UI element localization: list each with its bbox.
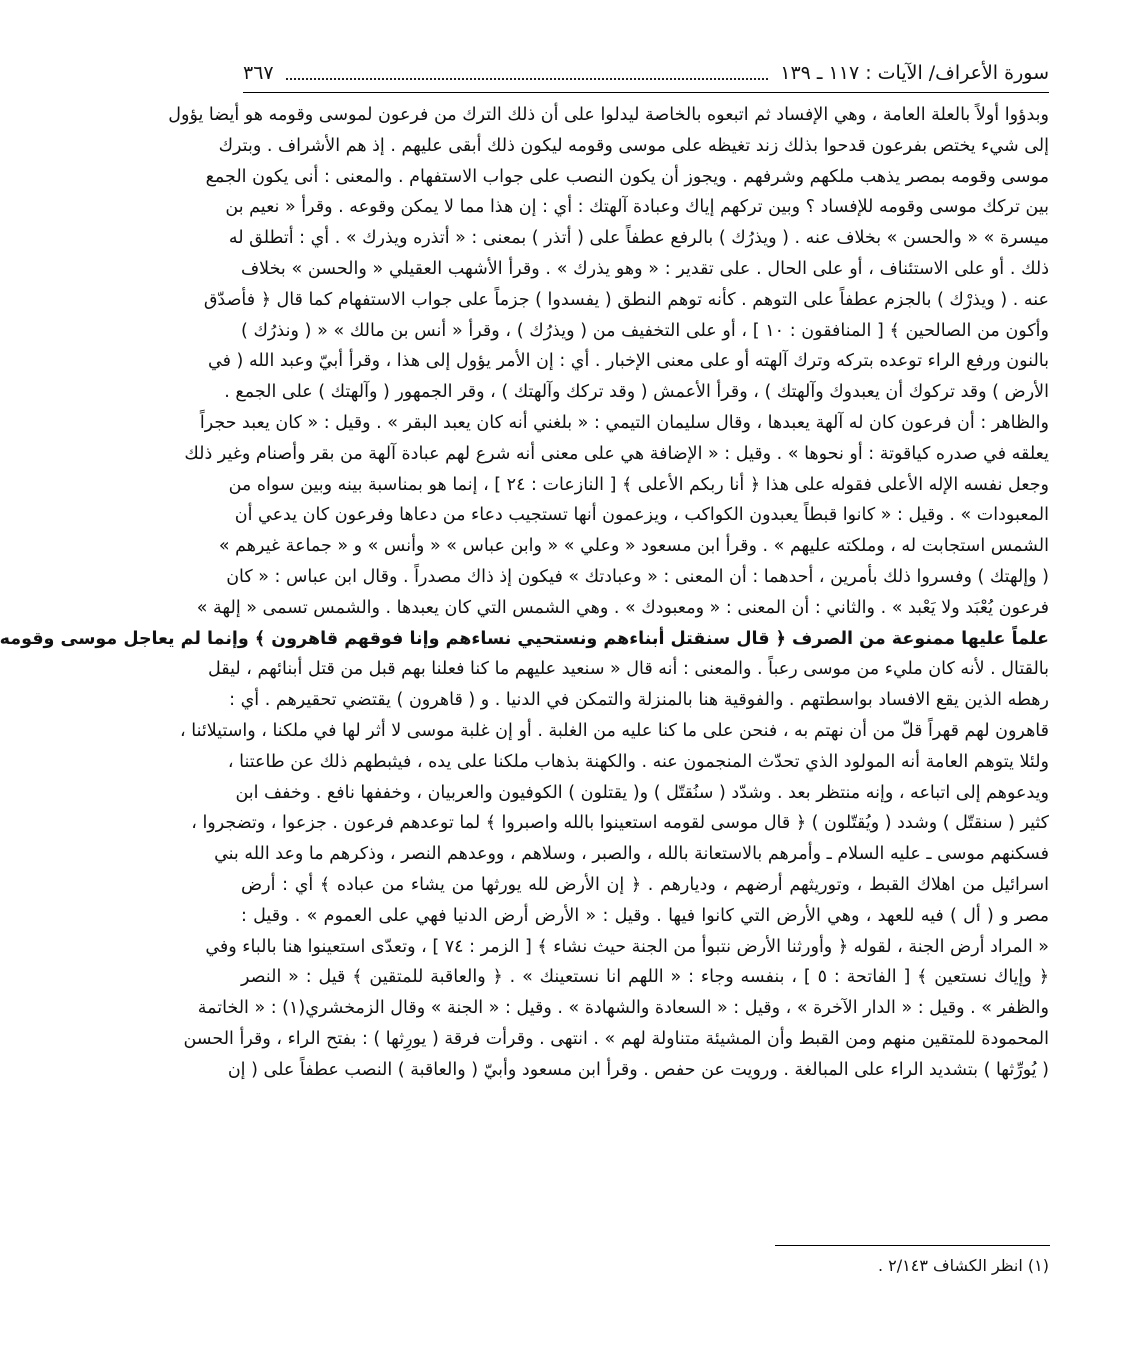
text-line: ولئلا يتوهم العامة أنه المولود الذي تحدّث المنجمون عنه . والكهنة بذهاب ملكنا على يده ، فيثبطهم ذلك عن طاعتنا ، bbox=[227, 751, 1049, 772]
text-line: ﴿ وإياك نستعين ﴾ [ الفاتحة : ٥ ] ، بنفسه وجاء : « اللهم انا نستعينك » . ﴿ والعاقبة للمتقين ﴾ قيل : « النصر bbox=[241, 967, 1049, 988]
text-line: المعبودات » . وقيل : « كانوا قبطاً يعبدون الكواكب ، ويزعمون أنها تستجيب دعاء من دعاها وفرعون كان يدعي أن bbox=[234, 505, 1049, 526]
surah-title: سورة الأعراف/ الآيات : ١١٧ ـ ١٣٩ bbox=[780, 62, 1049, 84]
text-line: بالقتال . لأنه كان مليء من موسى رعباً . والمعنى : أنه قال « سنعيد عليهم ما كنا فعلنا بهم قبل من قتل أبنائهم ، ليقل bbox=[207, 659, 1049, 680]
text-line: إلى شيء يختص بفرعون قدحوا بذلك زند تغيظه على موسى وقومه ليكون ذلك أبقى عليهم . إذ هم الأشراف . وبترك bbox=[218, 135, 1049, 156]
text-line: علماً عليها ممنوعة من الصرف ﴿ قال سنقتل أبناءهم ونستحيي نساءهم وإنا فوقهم قاهرون ﴾ وإنما لم يعاجل موسى وقومه bbox=[0, 628, 1049, 649]
text-line: عنه . ( ويذرْك ) بالجزم عطفاً على التوهم . كأنه توهم النطق ( يفسدوا ) جزماً على جواب الاستفهام كما قال ﴿ فأصدّق bbox=[203, 289, 1049, 310]
text-line: المحمودة للمتقين منهم ومن القبط وأن المشيئة متناولة لهم » . انتهى . وقرأت فرقة ( يورِثها ) : بفتح الراء ، وقرأ الحسن bbox=[183, 1028, 1049, 1049]
text-line: ميسرة » « والحسن » بخلاف عنه . ( ويذرُك ) بالرفع عطفاً على ( أتذر ) بمعنى : « أتذره ويذرك » . أي : أتطلق له bbox=[228, 228, 1049, 249]
text-line: وجعل نفسه الإله الأعلى فقوله على هذا ﴿ أنا ربكم الأعلى ﴾ [ النازعات : ٢٤ ] ، إنما هو بمناسبة بينه وبين سواه من bbox=[228, 474, 1049, 495]
text-line: ( وإلهتك ) وفسروا ذلك بأمرين ، أحدهما : أن المعنى : « وعبادتك » فيكون إذ ذاك مصدراً . وقال ابن عباس : « كان bbox=[226, 566, 1049, 587]
text-line: ويدعوهم إلى اتباعه ، وإنه منتظر بعد . وشدّد ( سنُقتّل ) و( يقتلون ) الكوفيون والعربيان ، وخففها نافع . وخفف ابن bbox=[235, 782, 1049, 803]
text-line: موسى وقومه بمصر يذهب ملكهم وشرفهم . ويجوز أن يكون النصب على جواب الاستفهام . والمعنى : أنى يكون الجمع bbox=[205, 166, 1049, 187]
text-line: وبدؤوا أولاً بالعلة العامة ، وهي الإفساد ثم اتبعوه بالخاصة ليدلوا على أن ذلك الترك من فرعون لموسى وقومه هو أيضا يؤول bbox=[168, 105, 1049, 125]
body-text bbox=[0, 100, 1049, 1086]
text-line: الأرض ) وقد تركوك أن يعبدوك وآلهتك ) ، وقرأ الأعمش ( وقد تركك وآلهتك ) ، وقر الجمهور ( وآلهتك ) على الجمع . bbox=[224, 382, 1049, 403]
text-line: الشمس استجابت له ، وملكته عليهم » . وقرأ ابن مسعود « وعلي » « وابن عباس » « وأنس » و « جماعة غيرهم » bbox=[218, 536, 1049, 557]
text-line: اسرائيل من اهلاك القبط ، وتوريثهم أرضهم ، وديارهم . ﴿ إن الأرض لله يورثها من يشاء من عباده ﴾ أي : أرض bbox=[241, 874, 1049, 895]
header-dot-leader bbox=[286, 66, 769, 80]
text-line: رهطه الذين يقع الافساد بواسطتهم . والفوقية هنا بالمنزلة والتمكن في الدنيا . و ( قاهرون ) يقتضي تحقيرهم . أي : bbox=[229, 690, 1049, 711]
text-line: يعلقه في صدره كياقوتة : أو نحوها » . وقيل : « الإضافة هي على معنى أنه شرع لهم عبادة آلهة من بقر وأصنام وغير ذلك bbox=[184, 443, 1049, 464]
text-line: بالنون ورفع الراء توعده بتركه وترك آلهته أو على معنى الإخبار . أي : إن الأمر يؤول إلى هذا ، وقرأ أبيّ وعبد الله ( في bbox=[208, 351, 1049, 372]
page-number: ٣٦٧ bbox=[243, 62, 274, 84]
text-line: فسكنهم موسى ـ عليه السلام ـ وأمرهم بالاستعانة بالله ، والصبر ، وسلاهم ، ووعدهم النصر ، وذكرهم ما وعد الله بني bbox=[214, 844, 1049, 865]
text-line: قاهرون لهم قهراً قلّ من أن نهتم به ، فنحن على ما كنا عليه من الغلبة . أو إن غلبة موسى لا أثر لها في ملكنا ، واستيلائنا ، bbox=[180, 720, 1049, 741]
text-line: وأكون من الصالحين ﴾ [ المنافقون : ١٠ ] ، أو على التخفيف من ( ويذرُك ) ، وقرأ « أنس بن مالك » « ( ونذرُك ) bbox=[241, 320, 1049, 341]
text-line: « المراد أرض الجنة ، لقوله ﴿ وأورثنا الأرض نتبوأ من الجنة حيث نشاء ﴾ [ الزمر : ٧٤ ] ، وتعدّى استعينوا هنا بالباء وفي bbox=[205, 936, 1049, 957]
text-line: مصر و ( أل ) فيه للعهد ، وهي الأرض التي كانوا فيها . وقيل : « الأرض أرض الدنيا فهي على العموم » . وقيل : bbox=[241, 905, 1049, 926]
page-header bbox=[243, 58, 1049, 93]
text-line: بين تركك موسى وقومه للإفساد ؟ وبين تركهم إياك وعبادة آلهتك : أي : إن هذا مما لا يمكن وقوعه . وقرأ « نعيم بن bbox=[225, 197, 1049, 218]
footnote-divider bbox=[775, 1245, 1050, 1246]
text-line: والظفر » . وقيل : « الدار الآخرة » ، وقيل : « السعادة والشهادة » . وقيل : « الجنة » وقال الزمخشري(١) : « الخاتمة bbox=[197, 998, 1049, 1019]
text-line: والظاهر : أن فرعون كان له آلهة يعبدها ، وقال سليمان التيمي : « بلغني أنه كان يعبد البقر » . وقيل : « كان يعبد حجراً bbox=[199, 412, 1049, 433]
footnote: (١) انظر الكشاف ٢/١٤٣ . bbox=[877, 1256, 1049, 1275]
text-line: فرعون يُعْبَد ولا يَعْبد » . والثاني : أن المعنى : « ومعبودك » . وهي الشمس التي كان يعبدها . والشمس تسمى « إلهة » bbox=[196, 597, 1049, 618]
text-line: كثير ( سنقتّل ) وشدد ( ويُقتّلون ) ﴿ قال موسى لقومه استعينوا بالله واصبروا ﴾ لما توعدهم فرعون . جزعوا ، وتضجروا ، bbox=[191, 813, 1049, 834]
text-line: ذلك . أو على الاستئناف ، أو على الحال . على تقدير : « وهو يذرك » . وقرأ الأشهب العقيلي « والحسن » بخلاف bbox=[241, 258, 1049, 279]
text-line: ( يُورِّثها ) بتشديد الراء على المبالغة . ورويت عن حفص . وقرأ ابن مسعود وأبيّ ( والعاقبة ) النصب عطفاً على ( إن bbox=[227, 1059, 1049, 1080]
